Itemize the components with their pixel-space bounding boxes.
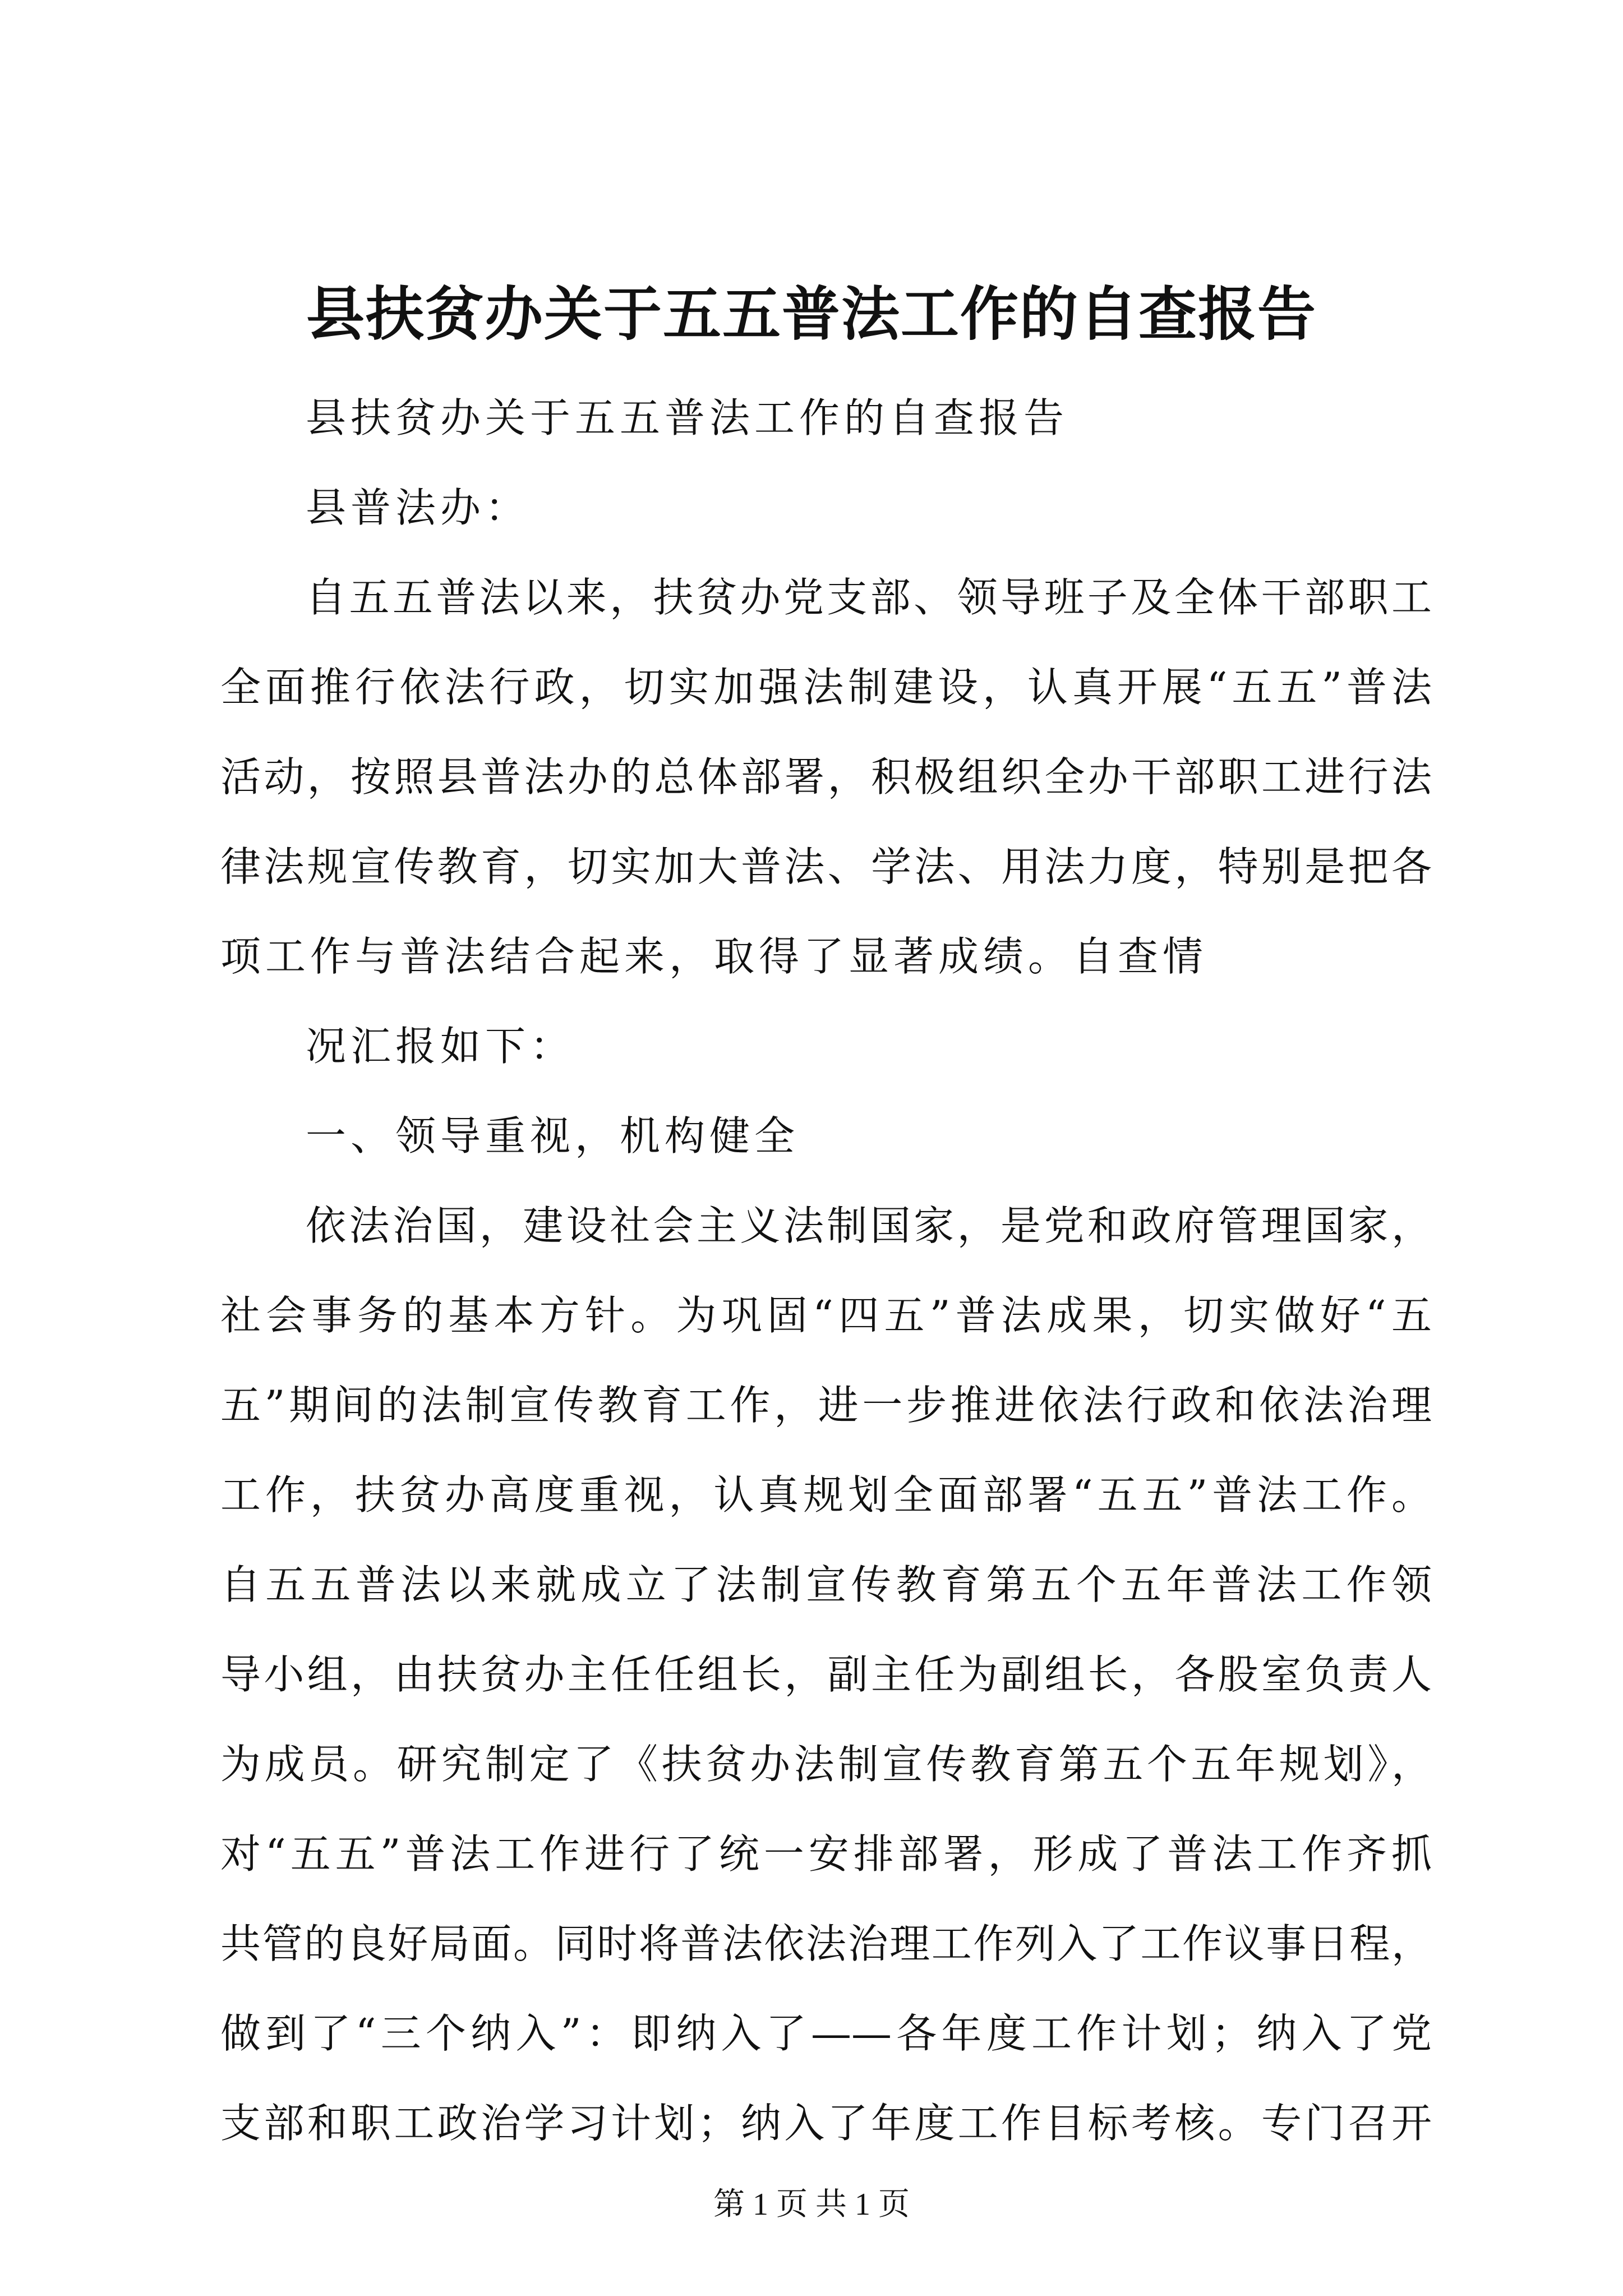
body-line: 工作，扶贫办高度重视，认真规划全面部署“五五”普法工作。 [220, 1471, 1432, 1519]
section-heading: 一、领导重视，机构健全 [306, 1112, 800, 1159]
body-line: 社会事务的基本方针。为巩固“四五”普法成果，切实做好“五 [220, 1292, 1432, 1339]
salutation-line: 县普法办： [306, 484, 531, 531]
body-line: 况汇报如下： [306, 1023, 575, 1070]
body-line: 全面推行依法行政，切实加强法制建设，认真开展“五五”普法 [220, 664, 1432, 711]
body-line: 自五五普法以来，扶贫办党支部、领导班子及全体干部职工 [306, 574, 1432, 621]
body-line: 项工作与普法结合起来，取得了显著成绩。自查情 [220, 933, 1208, 980]
body-line: 为成员。研究制定了《扶贫办法制宣传教育第五个五年规划》， [220, 1741, 1432, 1788]
body-line: 律法规宣传教育，切实加大普法、学法、用法力度，特别是把各 [220, 843, 1432, 890]
body-line: 做到了“三个纳入”：即纳入了——各年度工作计划；纳入了党 [220, 2010, 1432, 2057]
page-footer: 第 1 页 共 1 页 [713, 2187, 910, 2222]
body-line: 活动，按照县普法办的总体部署，积极组织全办干部职工进行法 [220, 753, 1432, 800]
document-title: 县扶贫办关于五五普法工作的自查报告 [306, 279, 1317, 348]
subtitle-line: 县扶贫办关于五五普法工作的自查报告 [306, 394, 1069, 441]
body-line: 支部和职工政治学习计划；纳入了年度工作目标考核。专门召开 [220, 2100, 1432, 2147]
body-line: 自五五普法以来就成立了法制宣传教育第五个五年普法工作领 [220, 1561, 1432, 1608]
body-line: 依法治国，建设社会主义法制国家，是党和政府管理国家， [306, 1202, 1432, 1249]
body-line: 共管的良好局面。同时将普法依法治理工作列入了工作议事日程， [220, 1920, 1432, 1967]
body-line: 导小组，由扶贫办主任任组长，副主任为副组长，各股室负责人 [220, 1651, 1432, 1698]
body-line: 对“五五”普法工作进行了统一安排部署，形成了普法工作齐抓 [220, 1830, 1432, 1878]
body-line: 五”期间的法制宣传教育工作，进一步推进依法行政和依法治理 [220, 1382, 1432, 1429]
